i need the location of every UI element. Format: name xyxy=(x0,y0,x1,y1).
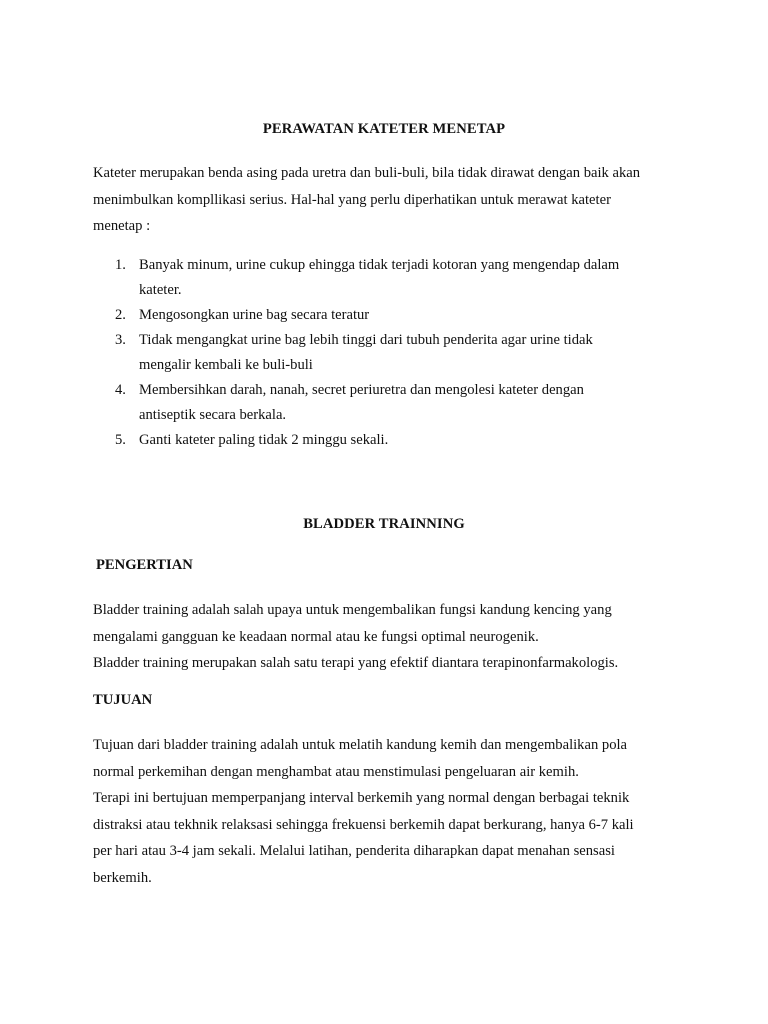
tujuan-line: normal perkemihan dengan menghambat atau menstimulasi pengeluaran air kemih. xyxy=(93,763,579,780)
pengertian-heading: PENGERTIAN xyxy=(96,557,193,573)
care-steps-list xyxy=(93,253,653,453)
section-title: BLADDER TRAINNING xyxy=(303,516,465,532)
tujuan-line: Tujuan dari bladder training adalah untuk melatih kandung kemih dan mengembalikan pola xyxy=(93,737,628,753)
tujuan-line: distraksi atau tekhnik relaksasi sehingga frekuensi berkemih dapat berkurang, hanya 6-7 kali xyxy=(93,816,634,833)
list-item-number: 1. xyxy=(115,257,126,273)
pengertian-line: Bladder training merupakan salah satu terapi yang efektif diantara terapinonfarmakologis. xyxy=(93,655,619,671)
tujuan-heading: TUJUAN xyxy=(93,692,153,708)
list-item-text: mengalir kembali ke buli-buli xyxy=(139,357,313,373)
list-item-text: antiseptik secara berkala. xyxy=(139,407,287,423)
tujuan-line: Terapi ini bertujuan memperpanjang interval berkemih yang normal dengan berbagai teknik xyxy=(93,790,630,806)
intro-line: Kateter merupakan benda asing pada uretra dan buli-buli, bila tidak dirawat dengan baik akan xyxy=(93,165,641,181)
tujuan-paragraph xyxy=(93,732,685,891)
list-item-text: Mengosongkan urine bag secara teratur xyxy=(139,307,370,323)
list-item xyxy=(93,378,653,428)
list-item-number: 3. xyxy=(115,332,126,348)
list-item-number: 4. xyxy=(115,382,126,398)
tujuan-line: berkemih. xyxy=(93,869,152,886)
list-item-number: 2. xyxy=(115,307,126,323)
list-item xyxy=(93,428,653,453)
list-item xyxy=(93,253,653,303)
list-item-number: 5. xyxy=(115,432,126,448)
list-item-text: Membersihkan darah, nanah, secret periuretra dan mengolesi kateter dengan xyxy=(139,382,584,398)
document-title: PERAWATAN KATETER MENETAP xyxy=(262,121,506,137)
pengertian-paragraph xyxy=(93,597,685,677)
list-item-text: Tidak mengangkat urine bag lebih tinggi dari tubuh penderita agar urine tidak xyxy=(139,332,593,348)
intro-line: menimbulkan kompllikasi serius. Hal-hal yang perlu diperhatikan untuk merawat kateter xyxy=(93,191,611,208)
pengertian-line: mengalami gangguan ke keadaan normal atau ke fungsi optimal neurogenik. xyxy=(93,628,539,645)
intro-line: menetap : xyxy=(93,218,151,234)
pengertian-line: Bladder training adalah salah upaya untuk mengembalikan fungsi kandung kencing yang xyxy=(93,602,612,618)
list-item-text: Banyak minum, urine cukup ehingga tidak terjadi kotoran yang mengendap dalam xyxy=(139,257,620,273)
list-item xyxy=(93,328,653,378)
tujuan-line: per hari atau 3-4 jam sekali. Melalui latihan, penderita diharapkan dapat menahan sensasi xyxy=(93,843,615,859)
list-item-text: kateter. xyxy=(139,282,182,298)
intro-paragraph xyxy=(93,160,685,240)
list-item-text: Ganti kateter paling tidak 2 minggu sekali. xyxy=(139,432,389,448)
list-item xyxy=(93,303,653,328)
